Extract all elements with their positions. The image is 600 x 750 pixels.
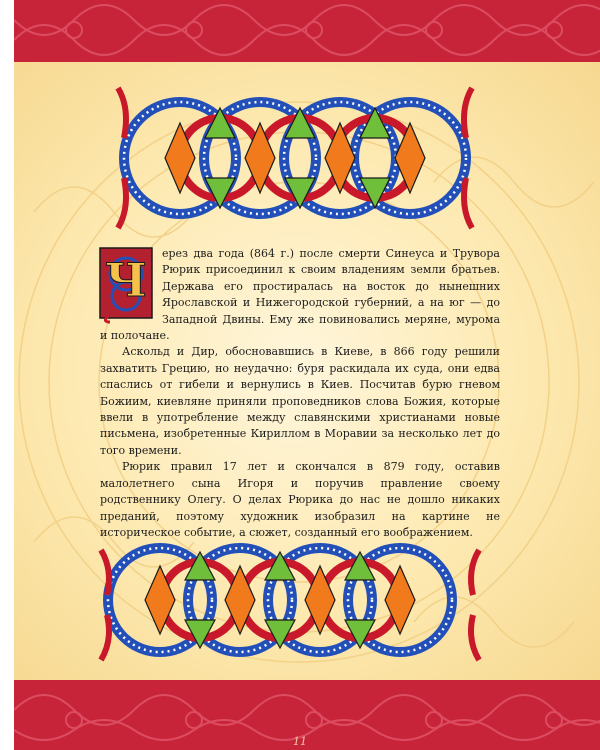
paragraph-1: ерез два года (864 г.) после смерти Синеуса и Трувора Рюрик присоединил к своим владениям земли братьев. Держава его простиралась на восток до нынешних Ярославской и Нижегородской губерний, а на юг — до Западной Двины. Ему же повиновались меряне, мурома и полочане.: [100, 247, 500, 343]
paragraph-3: Рюрик правил 17 лет и скончался в 879 году, оставив малолетнего сына Игоря и поручив правление своему родственнику Олегу. О делах Рюрика до нас не дошло никаких преданий, поэтому художник изобразил на картине не историческое событие, а сюжет, созданный его воображением.: [100, 460, 500, 539]
top-ornament-band: [14, 0, 600, 62]
article-text: [100, 246, 500, 541]
dropcap-initial: [98, 244, 156, 324]
page-number: 11: [293, 735, 307, 748]
paragraph-2: Аскольд и Дир, обосновавшись в Киеве, в 866 году решили захватить Грецию, но неудачно: буря раскидала их суда, они едва спаслись от гибели и вернулись в Киев. Посчитав бурю гневом Божиим, киевляне приняли проповедников слова Божия, которые ввели в употребление между славянскими христианами новые письмена, изобретенные Кириллом в Моравии за несколько лет до того времени.: [100, 345, 500, 457]
bottom-knotwork-ornament: [95, 520, 485, 680]
dropcap-letter: Ч: [104, 253, 148, 307]
top-knotwork-ornament: [110, 68, 480, 246]
top-band-pattern: [14, 0, 600, 62]
